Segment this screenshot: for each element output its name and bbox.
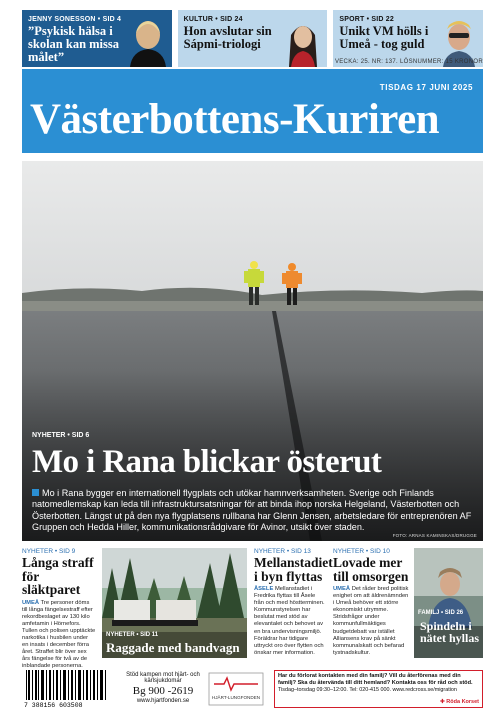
teaser-kicker: JENNY SONESSON • SID 4 — [28, 16, 122, 23]
newspaper-title: Västerbottens-Kuriren — [30, 96, 440, 143]
article-body — [333, 586, 409, 657]
photo-headline: Spindeln i nätet hyllas — [420, 619, 480, 645]
article-tracked-vehicle[interactable] — [102, 548, 247, 658]
article-body-text: Tre personer döms till långa fängelsestraff efter rekordbeslaget av 130 kilo amfetamin i Hörnefors. Tullen och polisen upptäckte narkotika i husbilen under en insats i december förra året. Straffet blir över sex års fängelse för två av de inblandade personerna. — [22, 599, 96, 670]
footer — [22, 668, 483, 710]
teaser-opinion[interactable] — [22, 10, 172, 67]
red-cross-ad[interactable] — [274, 670, 483, 708]
teaser-headline: Hon avslutar sin Sápmi-triologi — [183, 24, 272, 51]
article-elderly-care[interactable] — [333, 548, 409, 657]
article-kicker: NYHETER • SID 9 — [22, 548, 76, 555]
article-body-text: Det råder bred politisk enighet om att äldrenämnden i Umeå behöver ett större ekonomiskt utrymme. Stridsfrågor under kommunfullmäktiges budgetdebatt var istället Alliansens krav på sänkt kommunalskatt och befarad tystnadskultur. — [333, 586, 409, 656]
columnist-portrait — [128, 15, 168, 67]
hero-headline: Mo i Rana blickar österut — [32, 444, 382, 480]
author-portrait — [283, 15, 323, 67]
publication-date: TISDAG 17 JUNI 2025 — [379, 83, 473, 92]
masthead — [22, 59, 483, 153]
hero-story[interactable] — [22, 161, 483, 541]
article-place: ÅSELE — [254, 586, 274, 592]
bullet-square-icon — [32, 489, 39, 496]
ad-question: Har du förlorat kontakten med din familj? Vill du återförenas med din familj? Ska du återvända till ditt hemland? Kontakta oss för råd och stöd. — [278, 673, 473, 686]
red-cross-logo — [440, 699, 479, 705]
hero-summary — [32, 488, 478, 533]
article-body — [22, 600, 96, 671]
article-school[interactable] — [254, 548, 333, 657]
org-name: Röda Korset — [446, 699, 479, 705]
hero-photo — [22, 161, 483, 541]
teaser-culture[interactable] — [178, 10, 328, 67]
article-headline: Mellanstadiet i byn flyttas — [254, 555, 333, 584]
article-kicker: NYHETER • SID 13 — [254, 548, 311, 555]
red-cross-icon: ✚ — [440, 699, 445, 705]
article-place: UMEÅ — [333, 586, 351, 592]
teaser-headline: ”Psykisk hälsa i skolan kan missa målet” — [28, 24, 120, 64]
photo-kicker: FAMILJ • SID 26 — [418, 610, 464, 616]
article-row — [22, 548, 483, 670]
teaser-kicker: KULTUR • SID 24 — [183, 16, 243, 23]
issue-info: VECKA: 25. NR: 137. LÖSNUMMER: 15 KRONOR — [334, 59, 483, 65]
photo-headline: Raggade med bandvagn — [106, 640, 240, 655]
article-body — [254, 586, 326, 657]
article-family[interactable] — [414, 548, 483, 658]
article-place: UMEÅ — [22, 599, 40, 606]
article-sentence[interactable] — [22, 548, 96, 670]
teaser-kicker: SPORT • SID 22 — [339, 16, 394, 23]
photo-kicker: NYHETER • SID 11 — [106, 632, 159, 638]
article-body-text: Mellanstadiet i Fredrika flyttas till Åsele från och med höstterminen. Kommunstyrelsen har beslutat med stöd av elevantalet och behovet av en bra undervisningsmiljö. Föräldrar har tidigare uttryckt oro över flytten och önskar mer information. — [254, 586, 325, 656]
ad-url: www.hjartfonden.se — [136, 698, 190, 704]
article-headline: Långa straff för släktparet — [22, 555, 94, 597]
photo-credit: FOTO: ARNAS KAMINSKAS/DRUGGE — [392, 533, 477, 538]
logo-text: HJÄRT-LUNGFONDEN — [211, 695, 261, 700]
barcode — [22, 670, 112, 708]
hero-summary-text: Mo i Rana bygger en internationell flygplats och utökar hamnverksamheten. Sverige och Finlands natomedlemskap kan leda till infrastruktursatsningar för att binda ihop norska Helgeland, Västerbotten och Österbotten. Längst ut på den nya flygplatsens rullbana har Glenn Jensen, arbetsledare för entreprenören AF Gruppen och Hedda Hiller, kommunikationsrådgivare för Avinor, utsikt över staden. — [32, 488, 472, 532]
article-headline: Lovade mer till omsorgen — [333, 555, 409, 584]
teaser-headline: Unikt VM hölls i Umeå - tog guld — [339, 24, 429, 51]
hero-kicker: NYHETER • SID 6 — [32, 432, 90, 439]
heart-lung-fund-logo — [208, 672, 264, 706]
ad-phone: Bg 900 -2619 — [132, 685, 194, 697]
ad-details: Tisdag–torsdag 09:30–12:00. Tel: 020-415 000. www.redcross.se/migration — [278, 687, 457, 694]
article-kicker: NYHETER • SID 10 — [333, 548, 390, 555]
ad-tagline: Stöd kampen mot hjärt- och kärlsjukdomar — [126, 672, 200, 684]
heart-fund-ad[interactable] — [118, 672, 208, 706]
barcode-number: 7 388156 603508 — [24, 702, 83, 708]
